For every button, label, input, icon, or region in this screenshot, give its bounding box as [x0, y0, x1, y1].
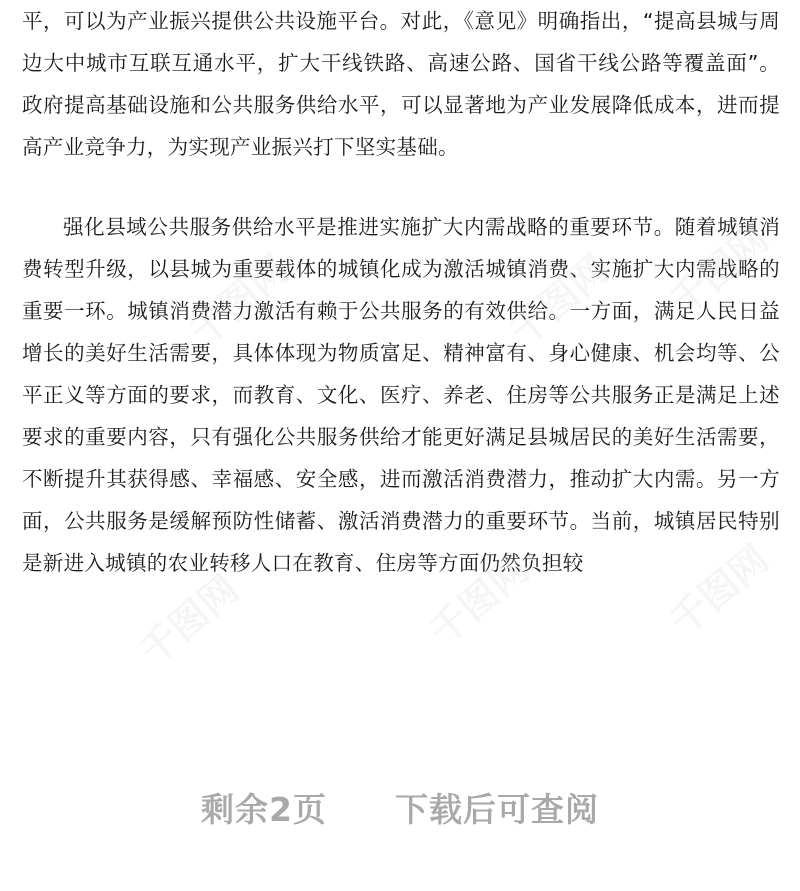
download-hint-label: 下载后可查阅 [394, 790, 599, 829]
watermark: 千图网 [131, 566, 248, 674]
paragraph-1: 平，可以为产业振兴提供公共设施平台。对此，《意见》明确指出，“提高县城与周边大中城市互联互通水平，扩大干线铁路、高速公路、国省干线公路等覆盖面”。政府提高基础设施和公共服务供给水平，可以显著地为产业发展降低成本，进而提高产业竞争力，为实现产业振兴打下坚实基础。 [22, 9, 780, 159]
document-body [22, 0, 780, 584]
download-prompt[interactable] [0, 784, 800, 831]
watermark: 千图网 [181, 246, 298, 354]
paragraph-2: 强化县域公共服务供给水平是推进实施扩大内需战略的重要环节。随着城镇消费转型升级，以县城为重要载体的城镇化成为激活城镇消费、实施扩大内需战略的重要一环。城镇消费潜力激活有赖于公共服务的有效供给。一方面，满足人民日益增长的美好生活需要，具体体现为物质富足、精神富有、身心健康、机会均等、公平正义等方面的要求，而教育、文化、医疗、养老、住房等公共服务正是满足上述要求的重要内容，只有强化公共服务供给才能更好满足县城居民的美好生活需要，不断提升其获得感、幸福感、安全感，进而激活消费潜力，推动扩大内需。另一方面，公共服务是缓解预防性储蓄、激活消费潜力的重要环节。当前，城镇居民特别是新进入城镇的农业转移人口在教育、住房等方面仍然负担较 [22, 215, 780, 575]
remaining-pages-label: 剩余2页 [201, 790, 327, 829]
watermark: 千图网 [661, 216, 778, 324]
watermark: 千图网 [661, 536, 778, 644]
watermark: 千图网 [501, 246, 618, 354]
watermark: 千图网 [421, 546, 538, 654]
